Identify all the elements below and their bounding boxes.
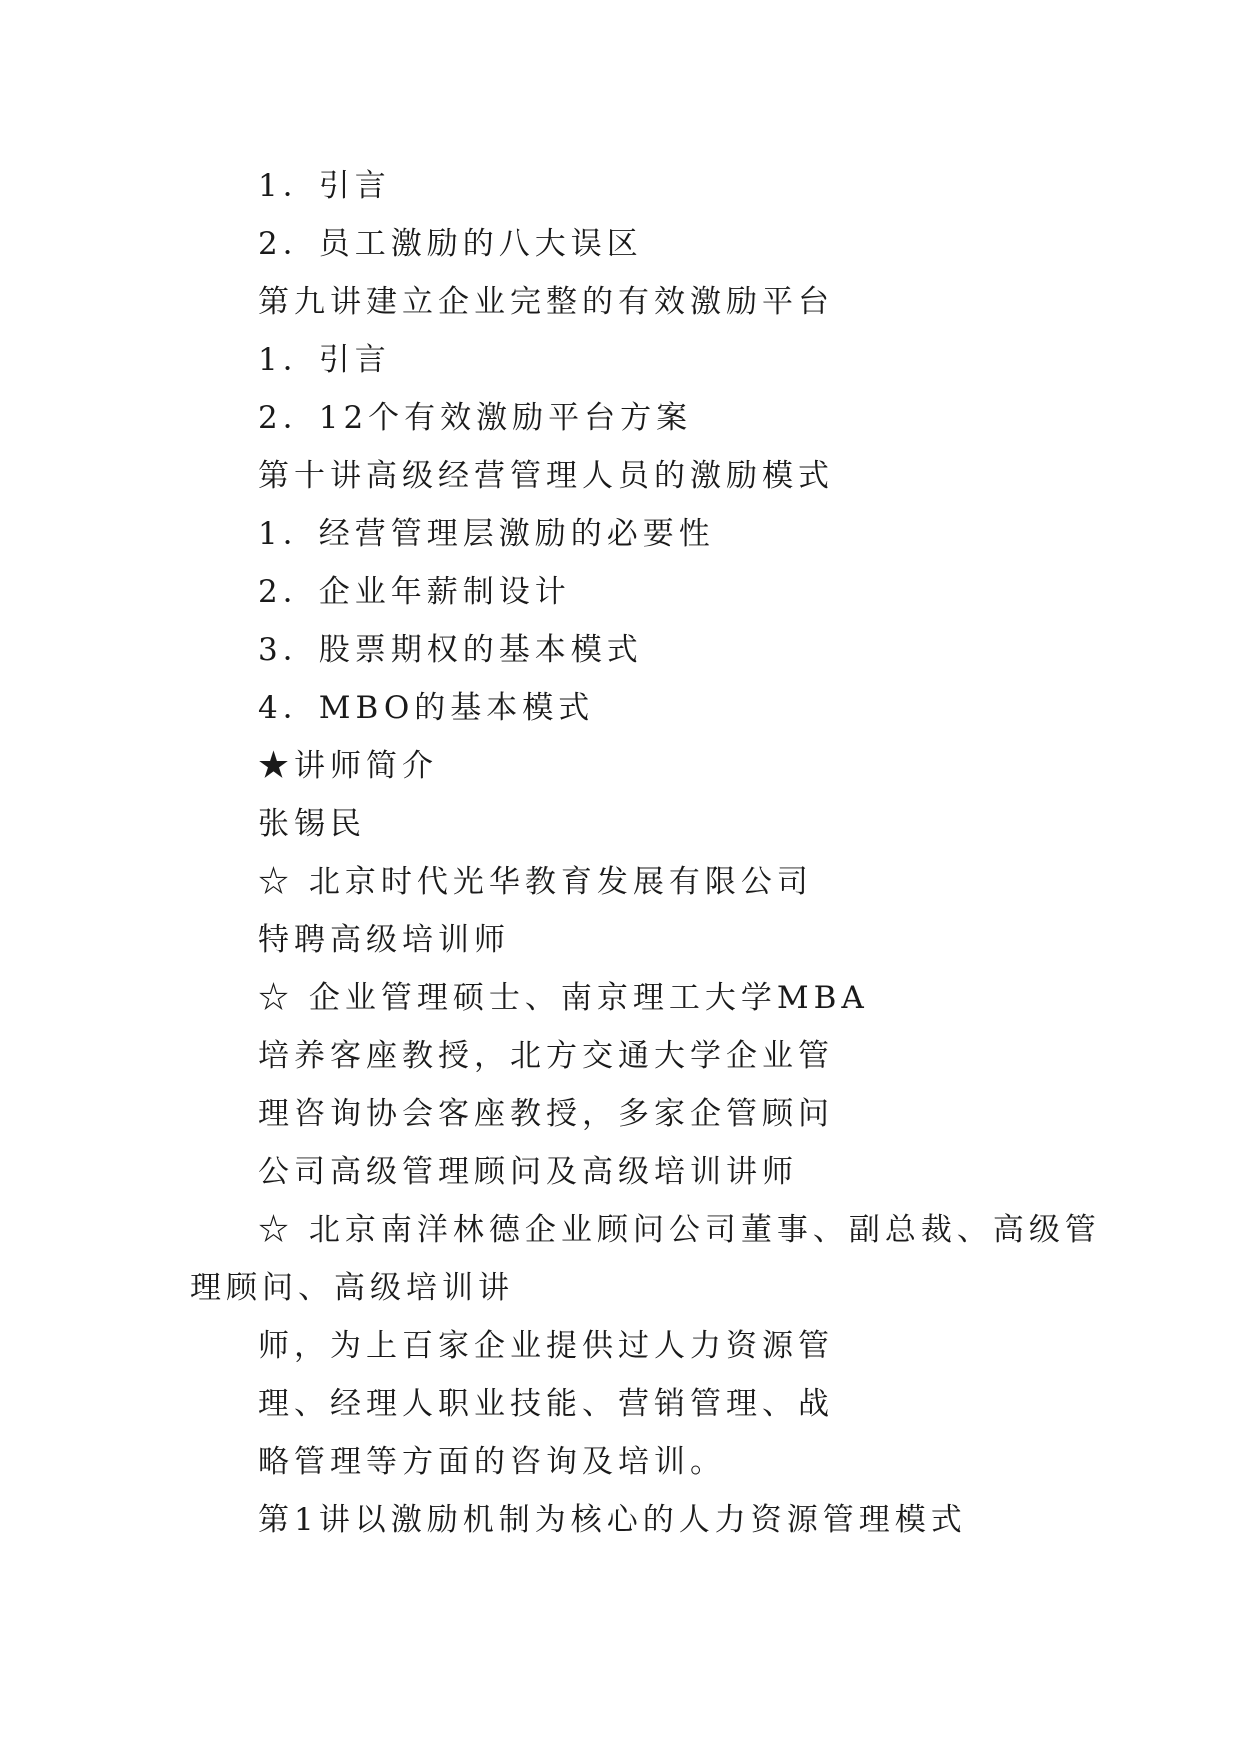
list-item-necessity: 1．经营管理层激励的必要性 — [258, 516, 715, 552]
bio-line: 略管理等方面的咨询及培训。 — [258, 1444, 726, 1480]
lecture-10-heading: 第十讲高级经营管理人员的激励模式 — [258, 458, 834, 494]
list-item-annual-salary: 2．企业年薪制设计 — [258, 574, 571, 610]
lecture-9-heading: 第九讲建立企业完整的有效激励平台 — [258, 284, 834, 320]
list-item-intro: 1．引言 — [258, 168, 391, 204]
bio-line: 理、经理人职业技能、营销管理、战 — [258, 1386, 834, 1422]
bio-line: 理顾问、高级培训讲 — [190, 1270, 514, 1306]
bio-line: ☆ 北京南洋林德企业顾问公司董事、副总裁、高级管 — [258, 1212, 1101, 1248]
bio-line: ☆ 企业管理硕士、南京理工大学MBA — [258, 980, 869, 1016]
bio-line: 特聘高级培训师 — [258, 922, 510, 958]
lecturer-intro-heading: ★讲师简介 — [258, 748, 438, 784]
list-item-intro: 1．引言 — [258, 342, 391, 378]
lecturer-name: 张锡民 — [258, 806, 366, 842]
bio-line: 理咨询协会客座教授，多家企管顾问 — [258, 1096, 834, 1132]
bio-line: ☆ 北京时代光华教育发展有限公司 — [258, 864, 813, 900]
bio-line: 公司高级管理顾问及高级培训讲师 — [258, 1154, 798, 1190]
bio-line: 师，为上百家企业提供过人力资源管 — [258, 1328, 834, 1364]
list-item-stock-options: 3．股票期权的基本模式 — [258, 632, 643, 668]
bio-line: 培养客座教授，北方交通大学企业管 — [258, 1038, 834, 1074]
lecture-1-heading: 第1讲以激励机制为核心的人力资源管理模式 — [258, 1502, 967, 1538]
list-item-platform-plans: 2．12个有效激励平台方案 — [258, 400, 693, 436]
list-item-mbo: 4．MBO的基本模式 — [258, 690, 595, 726]
list-item-misconceptions: 2．员工激励的八大误区 — [258, 226, 643, 262]
